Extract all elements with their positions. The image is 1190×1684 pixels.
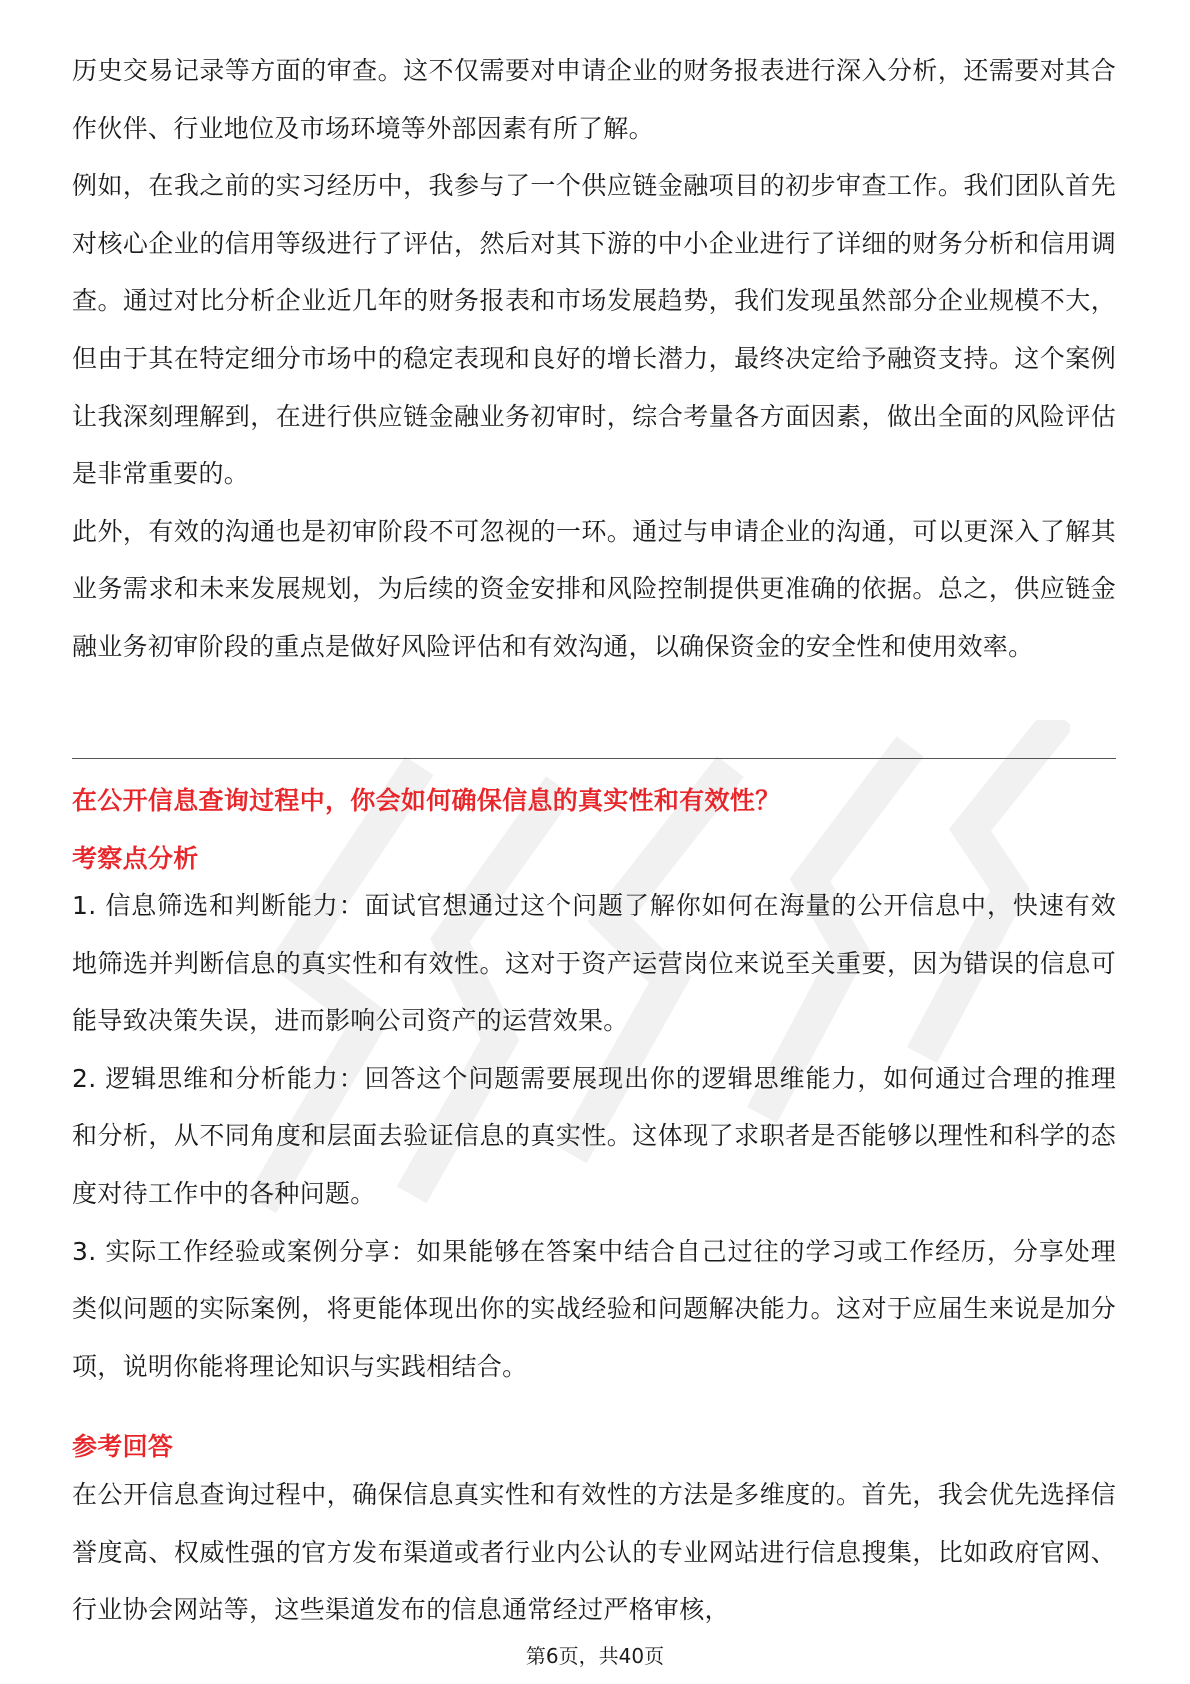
paragraph: 在公开信息查询过程中，确保信息真实性和有效性的方法是多维度的。首先，我会优先选择信誉度高、权威性强的官方发布渠道或者行业内公认的专业网站进行信息搜集，比如政府官网、行业协会网站等，这些渠道发布的信息通常经过严格审核， <box>72 1480 1116 1625</box>
question-title: 在公开信息查询过程中，你会如何确保信息的真实性和有效性？ <box>72 786 781 815</box>
analysis-point: 3. 实际工作经验或案例分享：如果能够在答案中结合自己过往的学习或工作经历，分享处理类似问题的实际案例，将更能体现出你的实战经验和问题解决能力。这对于应届生来说是加分项，说明你能将理论知识与实践相结合。 <box>72 1236 1116 1381</box>
analysis-point: 1. 信息筛选和判断能力：面试官想通过这个问题了解你如何在海量的公开信息中，快速有效地筛选并判断信息的真实性和有效性。这对于资产运营岗位来说至关重要，因为错误的信息可能导致决策失误，进而影响公司资产的运营效果。 <box>72 891 1116 1036</box>
analysis-list <box>72 877 1116 1395</box>
paragraph: 例如，在我之前的实习经历中，我参与了一个供应链金融项目的初步审查工作。我们团队首先对核心企业的信用等级进行了评估，然后对其下游的中小企业进行了详细的财务分析和信用调查。通过对比分析企业近几年的财务报表和市场发展趋势，我们发现虽然部分企业规模不大，但由于其在特定细分市场中的稳定表现和良好的增长潜力，最终决定给予融资支持。这个案例让我深刻理解到，在进行供应链金融业务初审时，综合考量各方面因素，做出全面的风险评估是非常重要的。 <box>72 171 1116 489</box>
analysis-heading: 考察点分析 <box>72 844 199 873</box>
section-divider <box>72 758 1116 759</box>
paragraph: 历史交易记录等方面的审查。这不仅需要对申请企业的财务报表进行深入分析，还需要对其合作伙伴、行业地位及市场环境等外部因素有所了解。 <box>72 56 1116 143</box>
paragraph: 此外，有效的沟通也是初审阶段不可忽视的一环。通过与申请企业的沟通，可以更深入了解其业务需求和未来发展规划，为后续的资金安排和风险控制提供更准确的依据。总之，供应链金融业务初审阶段的重点是做好风险评估和有效沟通，以确保资金的安全性和使用效率。 <box>72 516 1116 661</box>
answer-section <box>72 1466 1116 1639</box>
page-number-footer: 第6页，共40页 <box>525 1644 665 1668</box>
analysis-point: 2. 逻辑思维和分析能力：回答这个问题需要展现出你的逻辑思维能力，如何通过合理的推理和分析，从不同角度和层面去验证信息的真实性。这体现了求职者是否能够以理性和科学的态度对待工作中的各种问题。 <box>72 1063 1116 1208</box>
answer-heading: 参考回答 <box>72 1432 174 1461</box>
continued-answer-section <box>72 42 1116 676</box>
